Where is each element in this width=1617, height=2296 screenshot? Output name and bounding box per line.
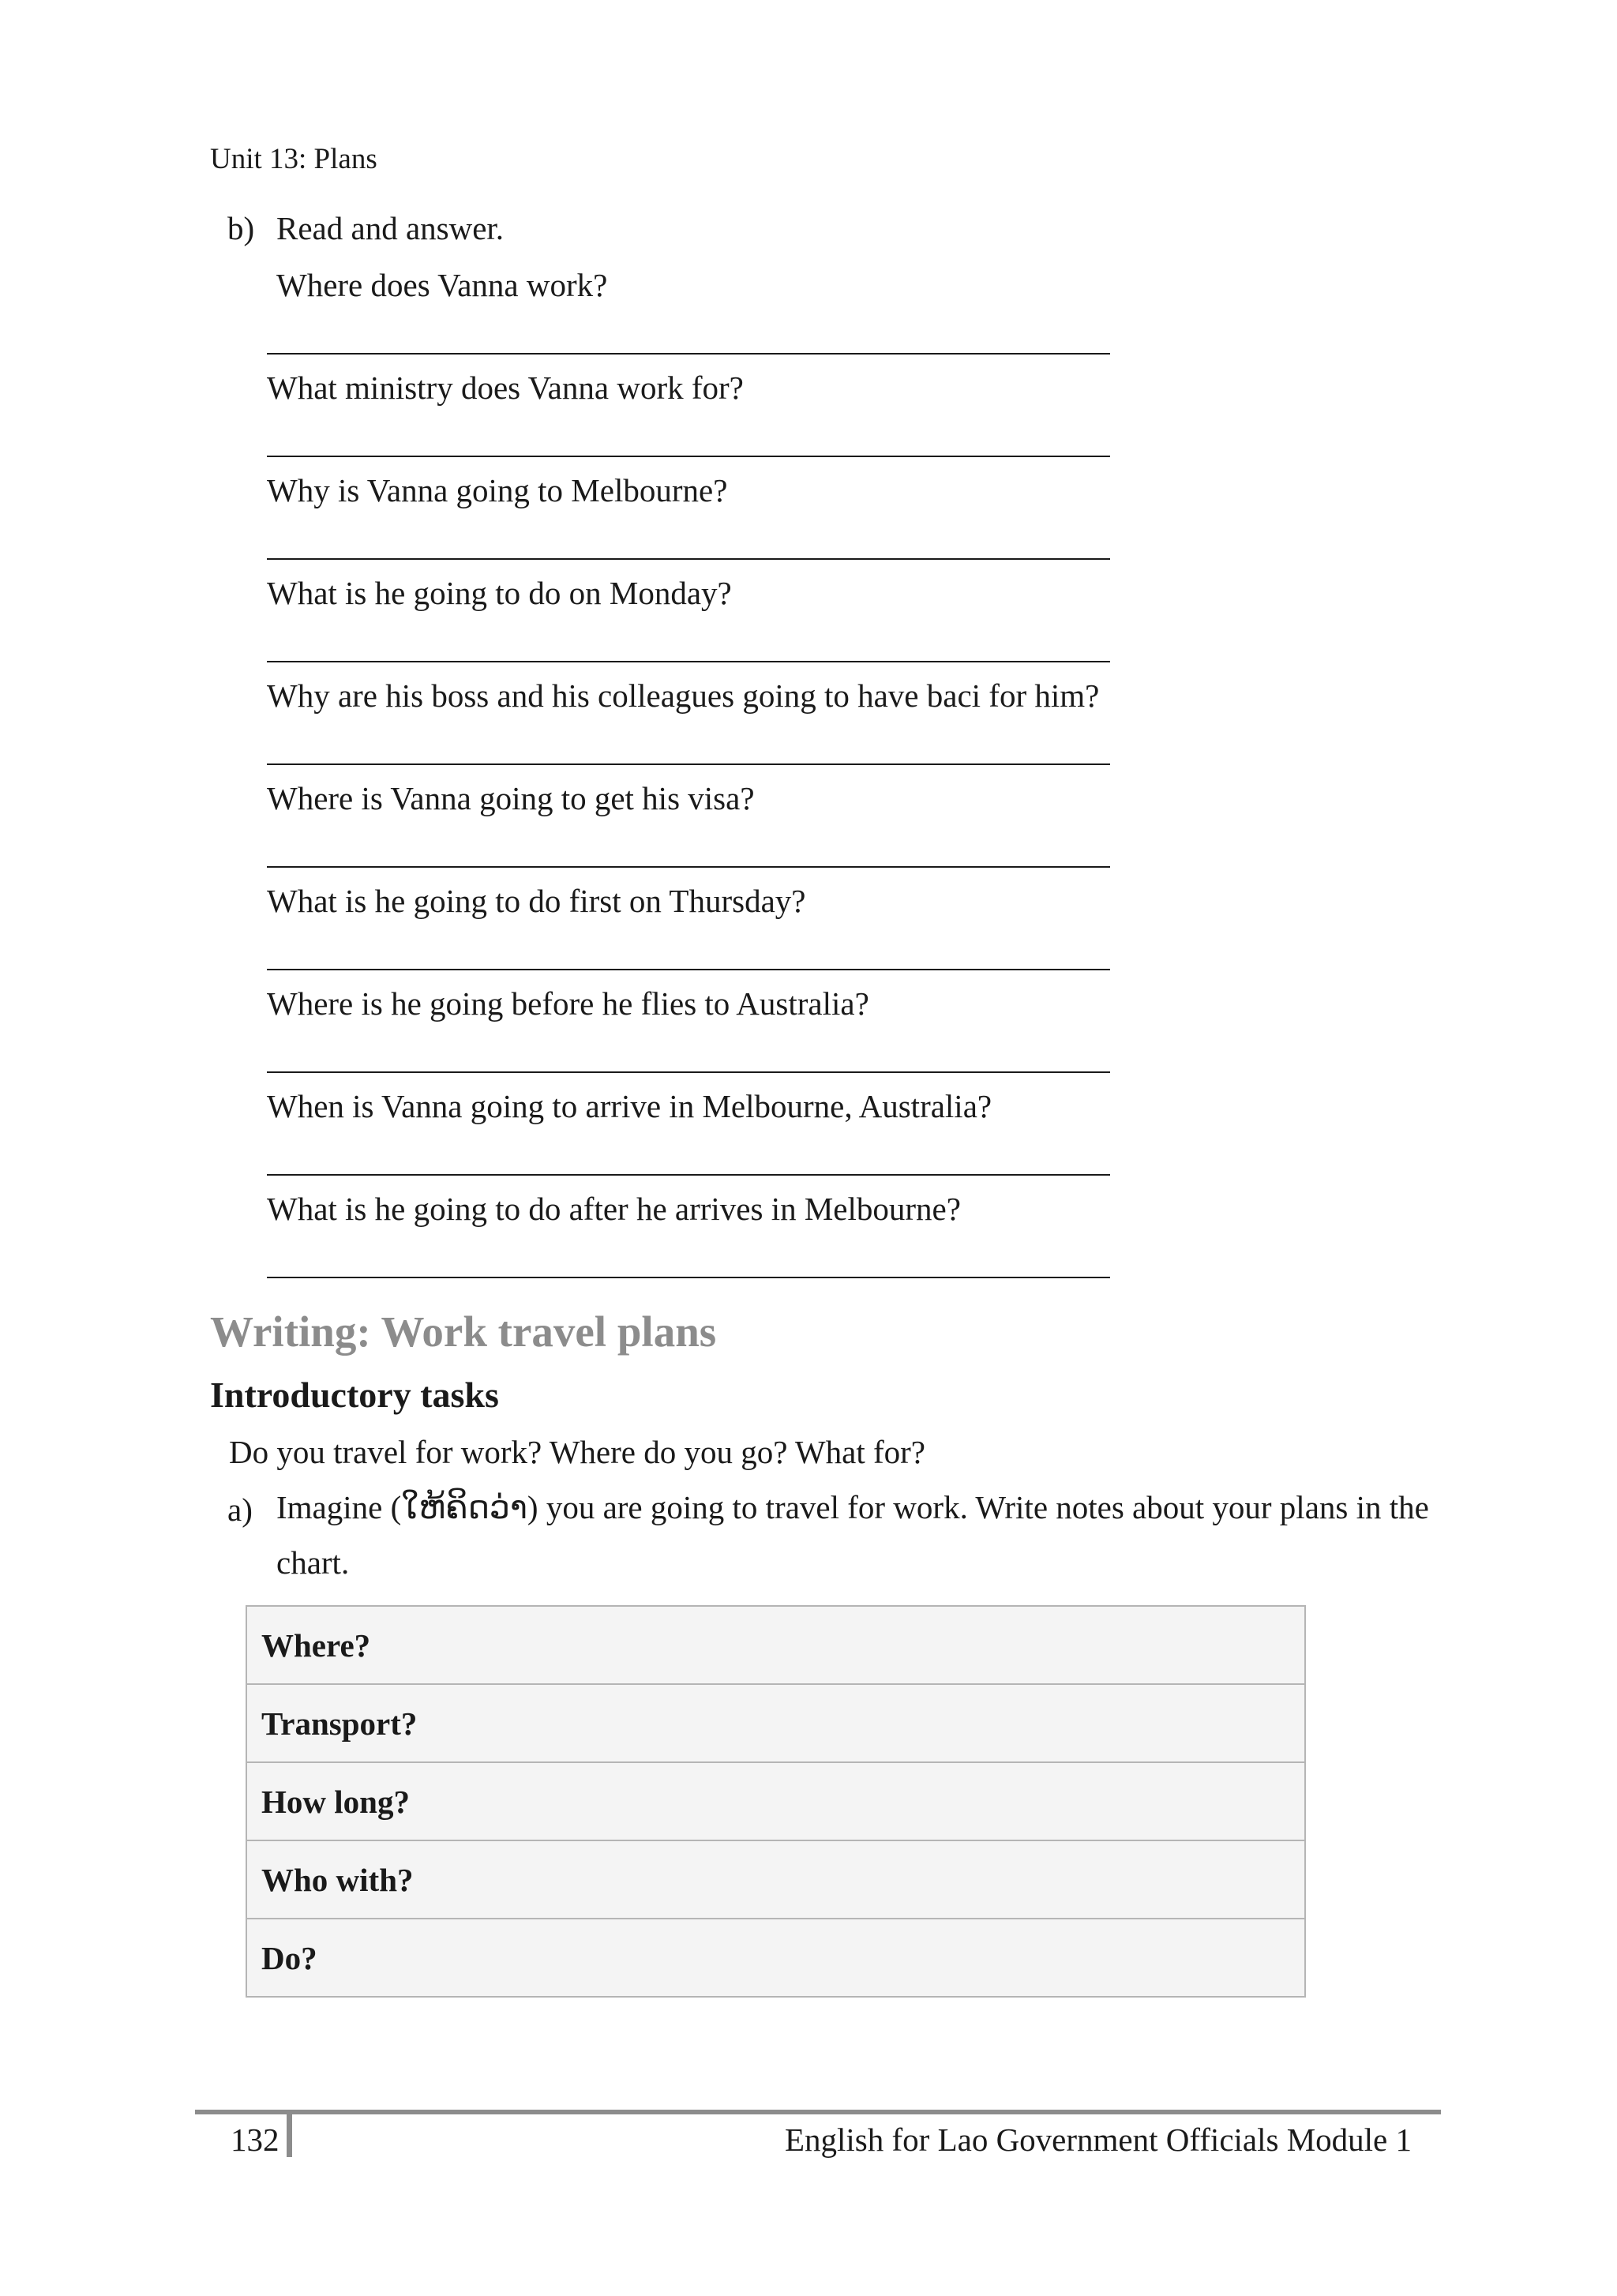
chart-row-transport[interactable]: Transport? <box>246 1684 1305 1762</box>
question-8: Where is he going before he flies to Australia? <box>267 985 869 1022</box>
question-9: When is Vanna going to arrive in Melbourne, Australia? <box>267 1088 992 1124</box>
chart-row-how-long[interactable]: How long? <box>246 1762 1305 1840</box>
chart-row <box>246 1606 1305 1684</box>
chart-row-where[interactable]: Where? <box>246 1606 1305 1684</box>
answer-line-1[interactable] <box>267 353 1110 355</box>
answer-line-5[interactable] <box>267 763 1110 765</box>
task-a-text: Imagine (ໃຫ້ຄິດວ່າ) you are going to travel for work. Write notes about your plans in the chart. <box>276 1489 1429 1581</box>
chart-row-do[interactable]: Do? <box>246 1919 1305 1997</box>
question-2: What ministry does Vanna work for? <box>267 370 744 406</box>
task-b-label: b) <box>227 210 255 246</box>
chart-row <box>246 1762 1305 1840</box>
intro-text: Do you travel for work? Where do you go? What for? <box>229 1434 925 1470</box>
answer-line-7[interactable] <box>267 969 1110 970</box>
page-number: 132 <box>231 2122 280 2158</box>
task-b-instruction: Read and answer. <box>276 210 505 246</box>
chart-row <box>246 1919 1305 1997</box>
question-5: Why are his boss and his colleagues going to have baci for him? <box>267 677 1100 714</box>
travel-plans-chart <box>246 1605 1306 1998</box>
question-3: Why is Vanna going to Melbourne? <box>267 472 728 508</box>
unit-header: Unit 13: Plans <box>210 143 377 175</box>
footer-divider <box>287 2110 292 2157</box>
answer-line-6[interactable] <box>267 866 1110 868</box>
chart-row-who-with[interactable]: Who with? <box>246 1840 1305 1919</box>
section-title: Writing: Work travel plans <box>210 1307 717 1356</box>
chart-row <box>246 1684 1305 1762</box>
footer-rule <box>195 2110 1441 2114</box>
answer-line-9[interactable] <box>267 1174 1110 1176</box>
answer-line-3[interactable] <box>267 558 1110 560</box>
question-4: What is he going to do on Monday? <box>267 575 732 611</box>
question-7: What is he going to do first on Thursday? <box>267 883 806 919</box>
footer-book-title: English for Lao Government Officials Module 1 <box>784 2122 1412 2158</box>
question-10: What is he going to do after he arrives in Melbourne? <box>267 1191 961 1227</box>
task-a-label: a) <box>227 1491 253 1528</box>
answer-line-4[interactable] <box>267 661 1110 662</box>
question-1: Where does Vanna work? <box>276 267 608 303</box>
chart-row <box>246 1840 1305 1919</box>
answer-line-10[interactable] <box>267 1277 1110 1278</box>
answer-line-8[interactable] <box>267 1071 1110 1073</box>
answer-line-2[interactable] <box>267 456 1110 457</box>
question-6: Where is Vanna going to get his visa? <box>267 780 755 816</box>
section-subtitle: Introductory tasks <box>210 1375 499 1415</box>
